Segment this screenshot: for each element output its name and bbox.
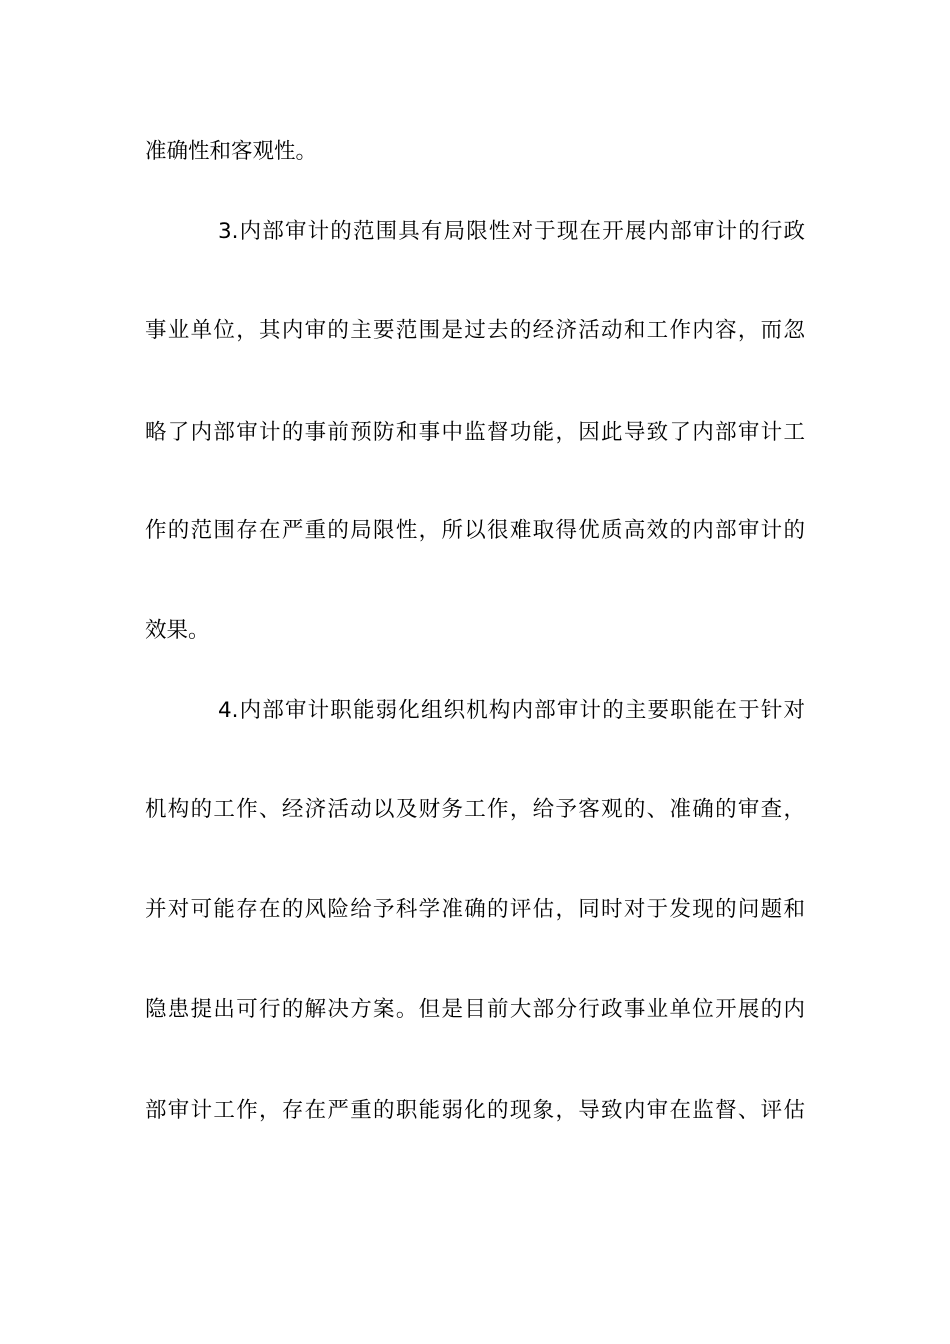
text-line-2: 3.内部审计的范围具有局限性对于现在开展内部审计的行政 (218, 219, 805, 244)
text-line-5: 作的范围存在严重的局限性，所以很难取得优质高效的内部审计的 (145, 518, 805, 543)
text-line-4: 略了内部审计的事前预防和事中监督功能，因此导致了内部审计工 (145, 420, 805, 445)
text-line-6: 效果。 (145, 618, 210, 643)
text-line-9: 并对可能存在的风险给予科学准确的评估，同时对于发现的问题和 (145, 897, 805, 922)
text-line-3: 事业单位，其内审的主要范围是过去的经济活动和工作内容，而忽 (145, 318, 805, 343)
text-line-10: 隐患提出可行的解决方案。但是目前大部分行政事业单位开展的内 (145, 997, 805, 1022)
text-line-8: 机构的工作、经济活动以及财务工作，给予客观的、准确的审查， (145, 797, 805, 822)
text-line-1: 准确性和客观性。 (145, 139, 318, 164)
text-line-11: 部审计工作，存在严重的职能弱化的现象，导致内审在监督、评估 (145, 1098, 805, 1123)
text-line-7: 4.内部审计职能弱化组织机构内部审计的主要职能在于针对 (218, 698, 805, 723)
